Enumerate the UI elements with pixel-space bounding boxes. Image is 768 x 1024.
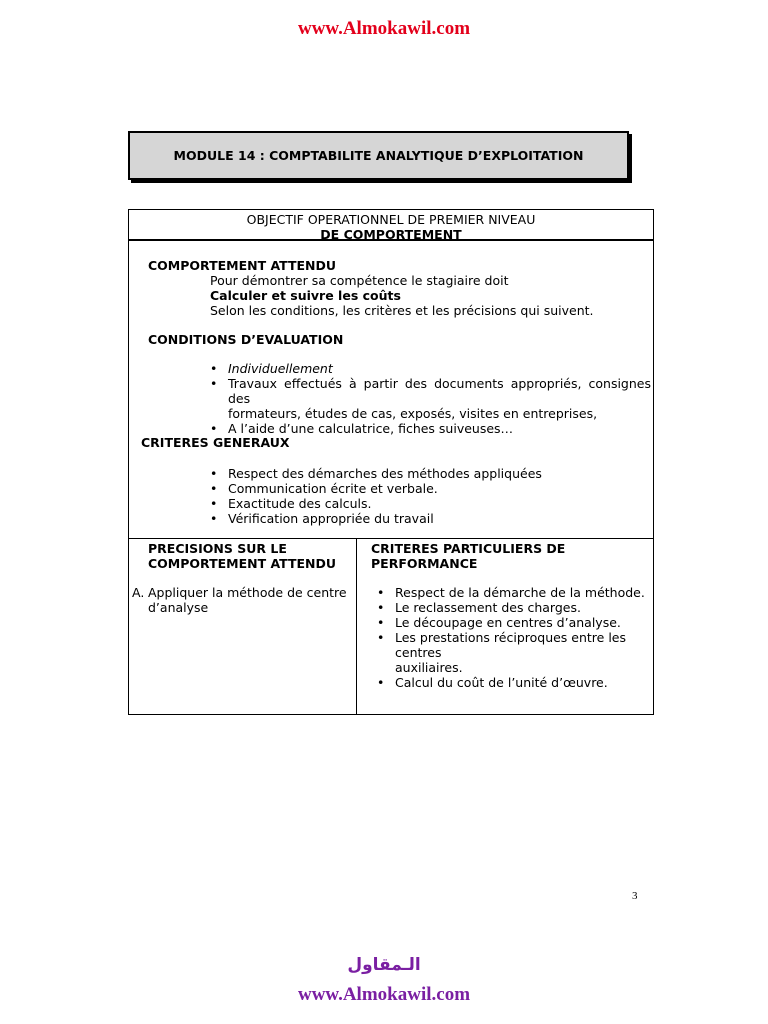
list-item: • Travaux effectués à partir des documents appropriés, consignes des [210,376,653,406]
comportement-line1: Pour démontrer sa compétence le stagiaire doit [210,273,509,288]
list-item: • A l’aide d’une calculatrice, fiches suiveuses… [210,421,653,436]
column-divider [356,538,357,714]
comportement-heading: COMPORTEMENT ATTENDU [148,258,337,273]
list-item: • Communication écrite et verbale. [210,481,542,496]
footer-arabic-brand: الـمقاول [347,955,421,975]
list-item: • Le découpage en centres d’analyse. [377,615,653,630]
module-title: MODULE 14 : COMPTABILITE ANALYTIQUE D’EXPLOITATION [128,131,629,180]
list-item: • Individuellement [210,361,653,376]
criteres-particuliers-list [377,585,653,690]
competence-table [128,209,654,715]
list-item: • Exactitude des calculs. [210,496,542,511]
list-item-continued [210,406,653,421]
criteres-generaux-list [210,466,542,526]
precisions-item-line1: Appliquer la méthode de centre [148,585,347,600]
list-item: • Vérification appropriée du travail [210,511,542,526]
list-item: • Le reclassement des charges. [377,600,653,615]
page-number: 3 [632,890,638,902]
criteres-particuliers-heading-line2: PERFORMANCE [371,556,478,571]
precisions-item-line2: d’analyse [148,600,209,615]
precisions-heading-line1: PRECISIONS SUR LE [148,541,287,556]
precisions-item-letter: A. [132,585,145,600]
comportement-line2: Calculer et suivre les coûts [210,288,401,303]
list-item: • Calcul du coût de l’unité d’œuvre. [377,675,653,690]
list-item: • Respect des démarches des méthodes appliquées [210,466,542,481]
criteres-generaux-heading: CRITERES GENERAUX [141,435,290,450]
comportement-line3: Selon les conditions, les critères et les précisions qui suivent. [210,303,594,318]
objective-header [129,210,653,241]
list-item-continuation-text: auxiliaires. [395,660,463,675]
precisions-heading-line2: COMPORTEMENT ATTENDU [148,556,337,571]
table-divider [129,538,653,539]
footer-url[interactable]: www.Almokawil.com [297,984,471,1005]
conditions-heading: CONDITIONS D’EVALUATION [148,332,344,347]
list-item-continuation-text: formateurs, études de cas, exposés, visites en entreprises, [228,406,598,421]
site-header-url[interactable]: www.Almokawil.com [297,18,471,39]
list-item: • Respect de la démarche de la méthode. [377,585,653,600]
objective-line1: OBJECTIF OPERATIONNEL DE PREMIER NIVEAU [246,212,536,227]
objective-line2: DE COMPORTEMENT [320,227,462,242]
criteres-particuliers-heading-line1: CRITERES PARTICULIERS DE [371,541,566,556]
list-item: • Les prestations réciproques entre les centres [377,630,653,660]
list-item-continued [377,660,653,675]
conditions-list [210,361,653,436]
